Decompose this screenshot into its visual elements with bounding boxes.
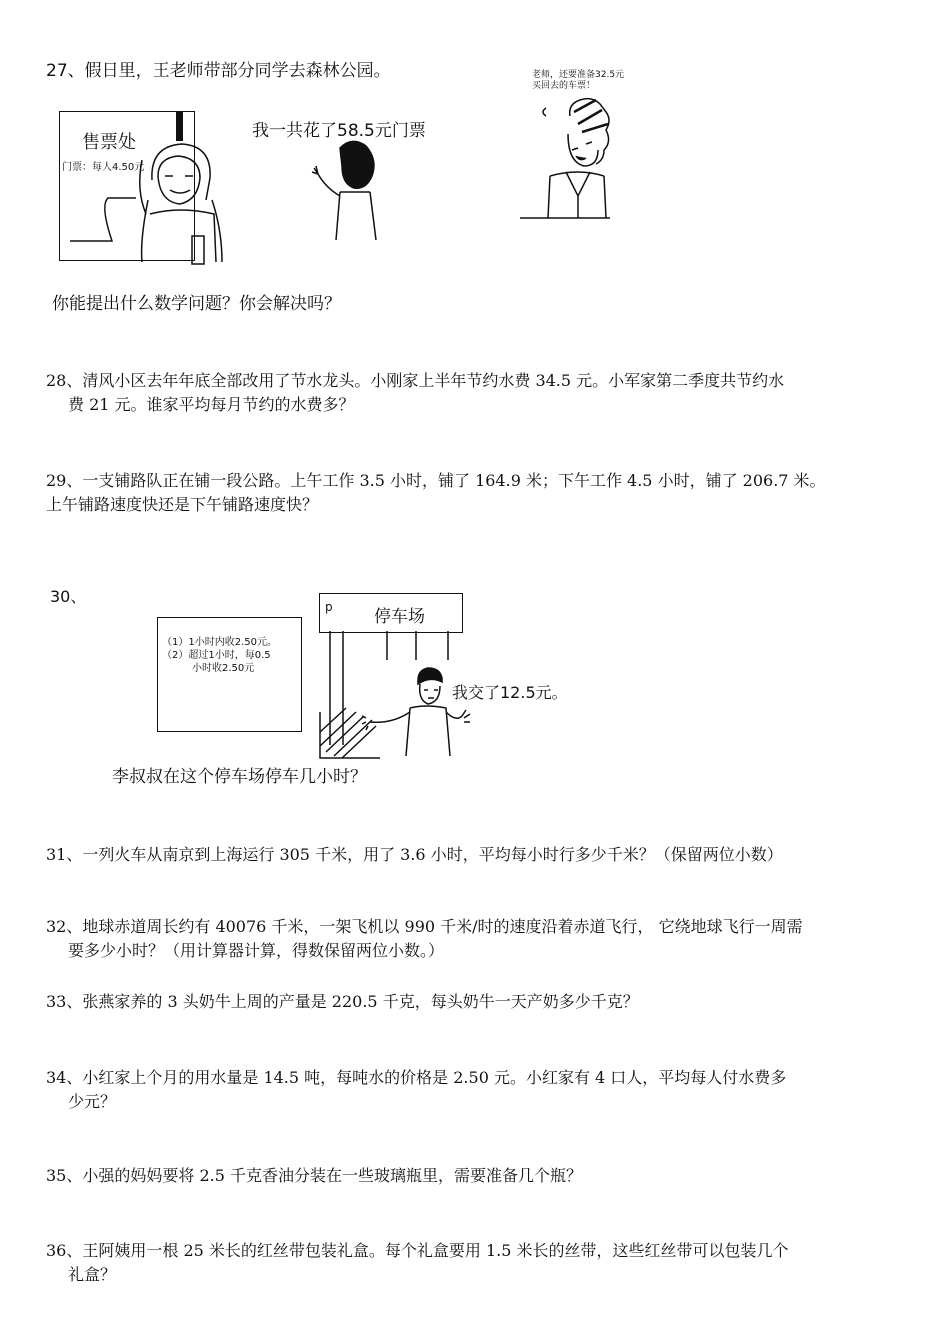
q29-text — [46, 469, 908, 517]
speech-bus-fare-line2: 买回去的车票！ — [532, 81, 596, 91]
ticket-sign: 售票处 — [82, 132, 136, 153]
q28-text — [46, 369, 908, 417]
speech-total-tickets: 我一共花了58.5元门票 — [252, 121, 426, 141]
parking-rule-2b: 小时收2.50元 — [192, 663, 255, 674]
booth-pillar — [176, 111, 183, 141]
parking-rule-1: （1）1小时内收2.50元。 — [162, 637, 277, 648]
parking-sign-p: p — [325, 600, 333, 614]
q33-line1: 33、张燕家养的 3 头奶牛上周的产量是 220.5 千克，每头奶牛一天产奶多少千克？ — [46, 992, 639, 1011]
q34-line1: 34、小红家上个月的用水量是 14.5 吨，每吨水的价格是 2.50 元。小红家有 4 口人，平均每人付水费多 — [46, 1068, 787, 1087]
student-figure — [520, 99, 610, 218]
q35-text — [46, 1164, 908, 1188]
q36-text — [46, 1239, 908, 1287]
q32-line1: 32、地球赤道周长约有 40076 千米，一架飞机以 990 千米/时的速度沿着赤道飞行， 它绕地球飞行一周需 — [46, 917, 803, 936]
q35-line1: 35、小强的妈妈要将 2.5 千克香油分装在一些玻璃瓶里，需要准备几个瓶？ — [46, 1166, 582, 1185]
q30-number: 30、 — [50, 587, 87, 606]
q27-title: 27、假日里，王老师带部分同学去森林公园。 — [46, 61, 391, 81]
parking-sign-title: 停车场 — [374, 607, 425, 627]
q27-question: 你能提出什么数学问题？你会解决吗？ — [52, 294, 341, 314]
q34-text — [46, 1066, 908, 1114]
q29-line1: 29、一支铺路队正在铺一段公路。上午工作 3.5 小时，铺了 164.9 米；下午工作 4.5 小时，铺了 206.7 米。 — [46, 471, 826, 490]
q28-line1: 28、清风小区去年年底全部改用了节水龙头。小刚家上半年节约水费 34.5 元。小军家第二季度共节约水 — [46, 371, 785, 390]
q36-line2: 礼盒？ — [68, 1265, 117, 1284]
q34-line2: 少元？ — [68, 1092, 117, 1111]
teacher-figure — [312, 141, 376, 240]
speech-bus-fare-line1: 老师，还要准备32.5元 — [532, 70, 625, 80]
ticket-price-label: 门票：每人4.50元 — [62, 162, 145, 173]
q30-question: 李叔叔在这个停车场停车几小时？ — [112, 767, 367, 787]
q33-text — [46, 990, 908, 1014]
q32-text — [46, 915, 908, 963]
q31-text — [46, 843, 908, 867]
q28-line2: 费 21 元。谁家平均每月节约的水费多？ — [68, 395, 355, 414]
q32-line2: 要多少小时？（用计算器计算，得数保留两位小数。） — [68, 941, 445, 960]
q31-line1: 31、一列火车从南京到上海运行 305 千米，用了 3.6 小时，平均每小时行多少千米？（保留两位小数） — [46, 845, 783, 864]
q36-line1: 36、王阿姨用一根 25 米长的红丝带包装礼盒。每个礼盒要用 1.5 米长的丝带，这些红丝带可以包装几个 — [46, 1241, 789, 1260]
parking-rule-2a: （2）超过1小时，每0.5 — [162, 650, 271, 661]
q29-line2: 上午铺路速度快还是下午铺路速度快？ — [46, 495, 319, 514]
q30-speech: 我交了12.5元。 — [452, 683, 568, 702]
